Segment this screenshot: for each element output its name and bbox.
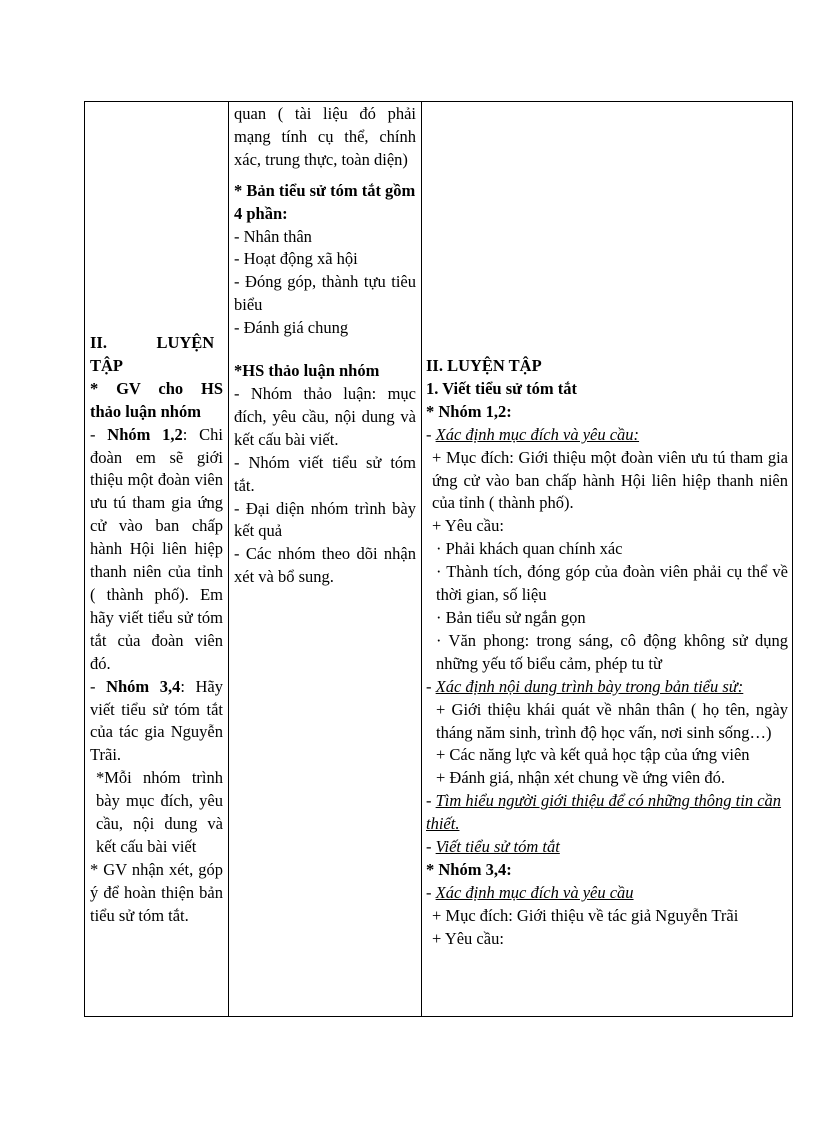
lesson-table	[84, 101, 793, 1017]
requirement-item: · Văn phong: trong sáng, cô động không sử dụng những yếu tố biểu cảm, phép tu từ	[436, 630, 788, 673]
research-step: - Tìm hiểu người giới thiệu để có những thông tin cần thiết.	[426, 791, 782, 834]
gv-feedback-note: * GV nhận xét, góp ý để hoàn thiện bản tiểu sử tóm tắt.	[90, 859, 223, 925]
purpose-text-2: + Mục đích: Giới thiệu về tác giả Nguyễn Trãi	[432, 905, 739, 925]
content-item: + Giới thiệu khái quát về nhân thân ( họ tên, ngày tháng năm sinh, trình độ học vấn, nơi sinh sống…)	[436, 699, 788, 742]
group-3-4-heading: * Nhóm 3,4:	[426, 859, 512, 879]
group-3-4-text: : Hãy viết tiểu sử tóm tắt của tác gia Nguyễn Trãi.	[90, 676, 223, 765]
section-title-line1: II. LUYỆN	[90, 333, 215, 352]
hs-discussion-item: - Nhóm viết tiểu sử tóm tắt.	[234, 452, 416, 495]
student-activity-column	[229, 102, 421, 1016]
hs-discussion-item: - Nhóm thảo luận: mục đích, yêu cầu, nội dung và kết cấu bài viết.	[234, 383, 416, 449]
content-column	[422, 102, 792, 1016]
section-title-line2: TẬP	[90, 355, 123, 375]
summary-part-item: - Đóng góp, thành tựu tiêu biểu	[234, 272, 416, 315]
write-step: - Viết tiểu sử tóm tắt	[426, 837, 560, 857]
hs-discussion-item: - Đại diện nhóm trình bày kết quả	[234, 498, 416, 541]
purpose-requirement-label: - Xác định mục đích và yêu cầu:	[426, 424, 640, 444]
summary-part-item: - Hoạt động xã hội	[234, 249, 358, 269]
purpose-text: + Mục đích: Giới thiệu một đoàn viên ưu tú tham gia ứng cử vào ban chấp hành Hội liên hiệp thanh niên của tỉnh ( thành phố).	[432, 447, 788, 513]
requirement-item: · Bản tiểu sử ngắn gọn	[436, 607, 586, 627]
summary-part-item: - Nhân thân	[234, 226, 312, 246]
requirement-item: · Thành tích, đóng góp của đoàn viên phải cụ thể về thời gian, số liệu	[436, 562, 788, 605]
source-intro-text: quan ( tài liệu đó phải mạng tính cụ thể, chính xác, trung thực, toàn diện)	[234, 104, 416, 169]
content-item: + Đánh giá, nhận xét chung về ứng viên đó.	[436, 768, 726, 788]
teacher-activity-column	[85, 102, 228, 1016]
group-1-2-text: : Chi đoàn em sẽ giới thiệu một đoàn viên ưu tú tham gia ứng cử vào ban chấp hành Hội liên hiệp thanh niên của tỉnh ( thành phố). Em hãy viết tiểu sử tóm tắt của đoàn viên đó.	[90, 424, 223, 673]
gv-instruction-line1: * GV cho HS	[90, 378, 223, 398]
hs-discussion-heading: *HS thảo luận nhóm	[234, 361, 380, 381]
requirement-item: · Phải khách quan chính xác	[436, 539, 623, 559]
purpose-requirement-label-2: - Xác định mục đích và yêu cầu	[426, 882, 634, 902]
practice-title: II. LUYỆN TẬP	[426, 356, 542, 375]
group-1-2-task: - Nhóm 1,2: Chi đoàn em sẽ giới thiệu một đoàn viên ưu tú tham gia ứng cử vào ban chấp hành Hội liên hiệp thanh niên của tỉnh ( thành phố). Em hãy viết tiểu sử tóm tắt của đoàn viên đó.	[90, 424, 223, 673]
practice-subtitle: 1. Viết tiểu sử tóm tắt	[426, 378, 578, 398]
requirement-label: + Yêu cầu:	[432, 516, 504, 536]
hs-discussion-item: - Các nhóm theo dõi nhận xét và bổ sung.	[234, 544, 416, 587]
content-determination-label: - Xác định nội dung trình bày trong bản tiểu sử:	[426, 676, 744, 696]
group-3-4-label: Nhóm 3,4	[106, 676, 181, 696]
requirement-label-2: + Yêu cầu:	[432, 928, 504, 948]
group-1-2-heading: * Nhóm 1,2:	[426, 401, 512, 421]
content-item: + Các năng lực và kết quả học tập của ứng viên	[436, 745, 750, 765]
summary-part-item: - Đánh giá chung	[234, 318, 349, 338]
each-group-note: *Mỗi nhóm trình bày mục đích, yêu cầu, nội dung và kết cấu bài viết	[96, 768, 223, 856]
gv-instruction-line2: thảo luận nhóm	[90, 401, 201, 421]
summary-parts-heading: * Bản tiểu sử tóm tắt gồm 4 phần:	[234, 180, 416, 223]
group-3-4-task: - Nhóm 3,4: Hãy viết tiểu sử tóm tắt của tác gia Nguyễn Trãi.	[90, 676, 223, 765]
group-1-2-label: Nhóm 1,2	[107, 424, 183, 444]
